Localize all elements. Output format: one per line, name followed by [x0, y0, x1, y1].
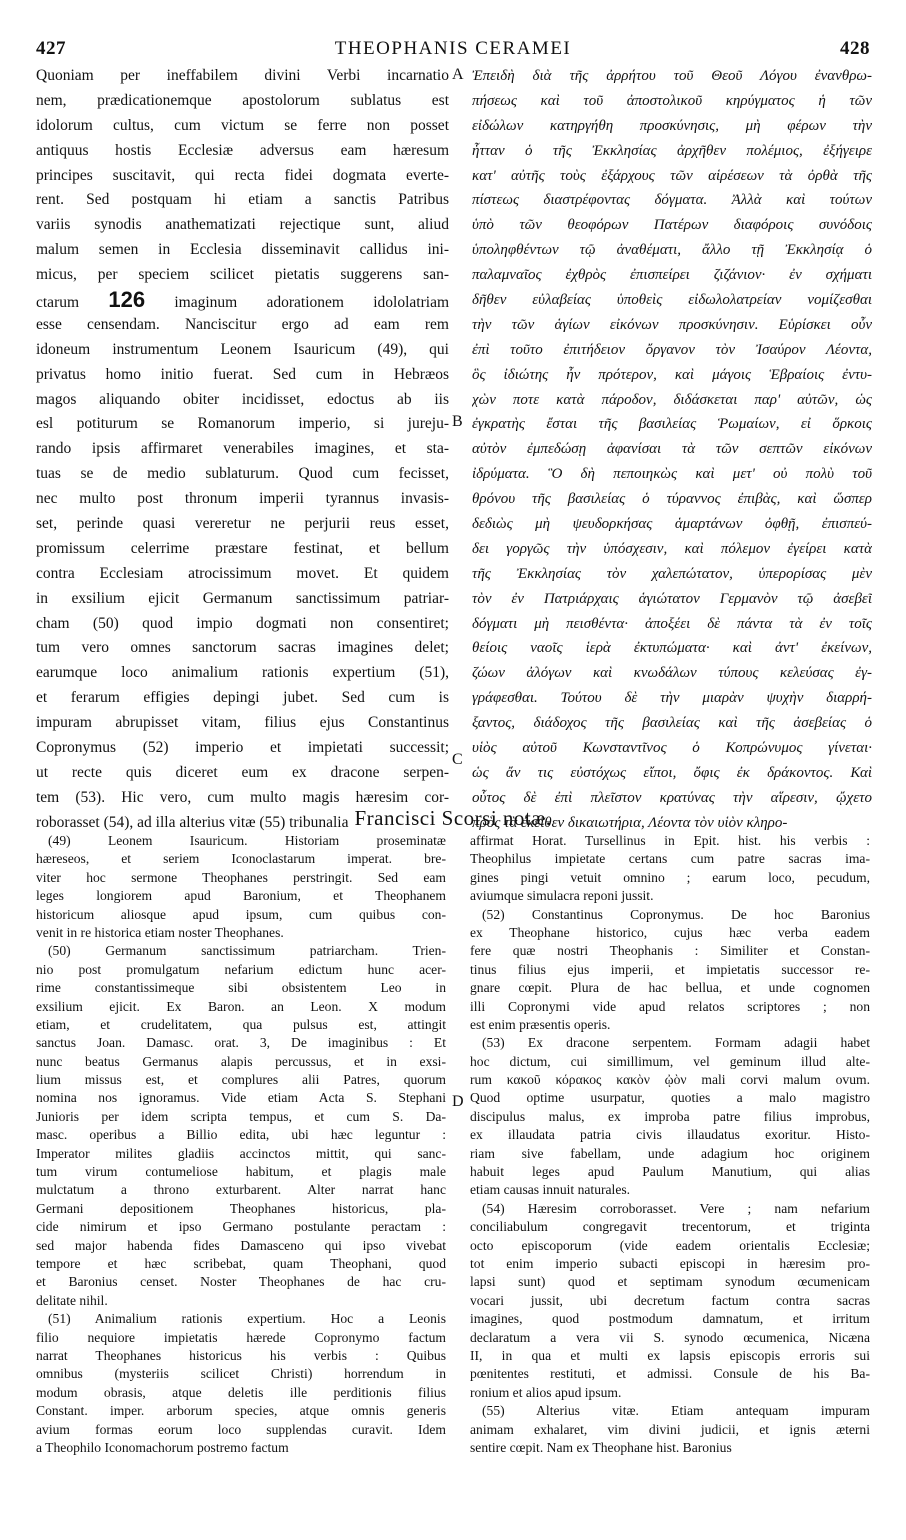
note-line: imagines, quod postmodum damnatum, et irritum: [470, 1311, 870, 1327]
note-line: lium missus est, et complures alii Patres, quorum: [36, 1072, 446, 1088]
note-line: viter hoc sermone Theophanes perstringit. Sed eam: [36, 869, 446, 885]
note-line: (53) Ex dracone serpentem. Formam adagii habet: [482, 1035, 870, 1051]
note-line: Quod optime usurpatur, quoties a malo magistro: [470, 1090, 870, 1106]
note-line: (50) Germanum sanctissimum patriarcham. Trien-: [48, 943, 446, 959]
note-line: nomina nos ignoramus. Vide etiam Acta S. Stephani: [36, 1090, 446, 1106]
note-line: habuit leges apud Paulum Manutium, qui alias: [470, 1164, 870, 1180]
greek-line: οὗτος δὲ ἐπὶ πλεῖστον κρατύνας τὴν αἵρεσιν, ᾤχετο: [472, 789, 872, 806]
note-line: vocari jussit, ubi decretum factum contra sacras: [470, 1292, 870, 1308]
note-line: conciliabulum congregavit trecentorum, et triginta: [470, 1219, 870, 1235]
note-line: Theophilus impietate certans cum patre sacras ima-: [470, 851, 870, 867]
note-line: (52) Constantinus Copronymus. De hoc Baronius: [482, 906, 870, 922]
greek-line: πίστεως διαστρέφοντας δόγματα. Ἀλλὰ καὶ τούτων: [472, 192, 872, 209]
column-number: 126: [108, 288, 146, 313]
greek-line: τὴν τῶν ἁγίων εἰκόνων προσκύνησιν. Εὑρίσκει οὖν: [472, 316, 872, 333]
latin-line: earumque loco animalium rationis expertium (51),: [36, 664, 449, 682]
latin-line: variis synodis anathematizati rejectique sunt, aliud: [36, 216, 449, 234]
note-line: II, in qua et multi ex lapsis episcopis erroris sui: [470, 1347, 870, 1363]
note-line: Germani depositionem Theophanes historicus, pla-: [36, 1200, 446, 1216]
greek-line: θρόνου τῆς βασιλείας ὁ τύραννος ἐπιβὰς, καὶ ὥσπερ: [472, 491, 872, 508]
note-line: etiam, et crudelitatem, qua pulsus est, attingit: [36, 1016, 446, 1032]
greek-line: κατ' αὐτῆς τοὺς ἐξάρχους τῶν αἱρέσεων τὰ ὀρθὰ τῆς: [472, 167, 872, 184]
latin-line-pre: ctarum: [36, 294, 80, 312]
greek-line: ἐγκρατὴς ἔσται τῆς βασιλείας Ῥωμαίων, εἰ ὅρκοις: [472, 416, 872, 433]
latin-line-with-column-number: [36, 288, 449, 313]
note-line: Constant. imper. arborum species, atque omnis generis: [36, 1403, 446, 1419]
note-line: (54) Hæresim corroborasset. Vere ; nam nefarium: [482, 1200, 870, 1216]
note-line: nio post promulgatum nefarium edictum hunc acer-: [36, 961, 446, 977]
note-line: omnibus (mysteriis scilicet Christi) horrendum in: [36, 1366, 446, 1382]
latin-line: malum semen in Ecclesia disseminavit callidus ini-: [36, 241, 449, 259]
latin-line: nec multo post thronum imperii tyrannus invasis-: [36, 490, 449, 508]
latin-line: micus, per speciem scilicet pietatis suggerens san-: [36, 266, 449, 284]
margin-marker-b: B: [452, 413, 463, 430]
latin-line: principes suscitavit, qui recta fidei dogmata everte-: [36, 166, 449, 184]
latin-line: tum vero omnes sanctorum sacras imagines delet;: [36, 639, 449, 657]
note-line: octo episcoporum (vide eadem orientalis Ecclesiæ;: [470, 1237, 870, 1253]
note-line: et Baronius censet. Noster Theophanes de hac cru-: [36, 1274, 446, 1290]
note-line: (55) Alterius vitæ. Etiam antequam impuram: [482, 1403, 870, 1419]
greek-line: ἐπὶ τοῦτο ἐπιτήδειον ὄργανον τὸν Ἰσαύρον Λέοντα,: [472, 341, 872, 358]
note-line: Junioris per idem scripta tempus, et cum S. Da-: [36, 1108, 446, 1124]
greek-line: δόγματι μὴ πεισθέντα· ἀποξέει δὲ πάντα τὰ ἐν τοῖς: [472, 615, 872, 632]
greek-line: πήσεως καὶ τοῦ ἀποστολικοῦ κηρύγματος ἡ τῶν: [472, 92, 872, 109]
note-line: declaratum a vera vii S. synodo œcumenica, Nicæna: [470, 1329, 870, 1345]
latin-line: promissum celerrime præstare festinat, et bellum: [36, 539, 449, 557]
note-line: ronium et alios apud ipsum.: [470, 1384, 622, 1400]
latin-line: antiquus hostis Ecclesiæ adversus eam hæresum: [36, 141, 449, 159]
latin-line-post: imaginum adorationem idololatriam: [174, 294, 449, 312]
note-line: historicum aliosque apud ipsum, cum quibus con-: [36, 906, 446, 922]
latin-line: et ferarum effigies depingi jubet. Sed cum is: [36, 689, 449, 707]
greek-line: ζώων ἀλόγων καὶ κνωδάλων τύπους κελεύσας ἐγ-: [472, 665, 872, 682]
note-line: cide nimirum et ipso Germano postulante peractam :: [36, 1219, 446, 1235]
greek-line: ὃς ἰδιώτης ἦν πρότερον, καὶ μάγοις Ἑβραίοις ἐντυ-: [472, 366, 872, 383]
greek-line: αὐτὸν ἐμπεδώσῃ ἀφανίσαι τὰ τῶν σεπτῶν εἰκόνων: [472, 441, 872, 458]
latin-line: Copronymus (52) imperio et impietati successit;: [36, 739, 449, 757]
greek-line: ξαντος, διάδοχος τῆς βασιλείας καὶ τῆς ἀσεβείας ὁ: [472, 715, 872, 732]
greek-line: παλαμναῖος ἐχθρὸς ἐπισπείρει ζιζάνιον· ἐν σχήματι: [472, 267, 872, 284]
margin-marker-c: C: [452, 751, 463, 768]
note-line: gnare cœpit. Plura de hac bellua, et unde cognomen: [470, 980, 870, 996]
note-line: hæreseos, et seriem Iconoclastarum imperat. bre-: [36, 851, 446, 867]
greek-line: θείοις ναοῖς ἱερὰ ἐκτυπώματα· καὶ ἀντ' ἐκείνων,: [472, 640, 872, 657]
greek-text-column: [472, 64, 872, 836]
latin-line: rent. Sed postquam hi etiam a sanctis Patribus: [36, 191, 449, 209]
notes-right-column: [470, 832, 870, 1457]
notes-left-column: [36, 832, 446, 1457]
running-title: THEOPHANIS CERAMEI: [334, 38, 572, 59]
latin-line: cham (50) quod impio dogmati non consentiret;: [36, 614, 449, 632]
margin-marker-d: D: [452, 1093, 464, 1110]
note-line: (49) Leonem Isauricum. Historiam proseminatæ: [48, 833, 446, 848]
note-line: mulctatum a throno exturbarent. Alter narrat hanc: [36, 1182, 446, 1198]
note-line: Imperator milites gladiis accinctos mittit, qui sanc-: [36, 1145, 446, 1161]
latin-line: nem, prædicationemque apostolorum sublatus est: [36, 91, 449, 109]
note-line: avium formas eorum loco supplendas curavit. Idem: [36, 1421, 446, 1437]
note-line: modum obrasis, atque deletis ille perditionis filius: [36, 1384, 446, 1400]
greek-line: Ἐπειδὴ διὰ τῆς ἀρρήτου τοῦ Θεοῦ Λόγου ἐνανθρω-: [472, 68, 872, 84]
greek-line: χὼν ποτε κατὰ πάροδον, διδάσκεται παρ' αὐτῶν, ὡς: [472, 391, 872, 408]
note-line: tinus filius ejus imperii, et impietatis successor re-: [470, 961, 870, 977]
note-line: a Theophilo Iconomachorum postremo factum: [36, 1439, 289, 1455]
note-line: leges longiorem apud Baronium, et Theophanem: [36, 888, 446, 904]
latin-line: Quoniam per ineffabilem divini Verbi incarnatio: [36, 67, 449, 84]
greek-line: υἱὸς αὐτοῦ Κωνσταντῖνος ὁ Κοπρώνυμος γίνεται·: [472, 740, 872, 757]
latin-line: magos aliquando obiter incidisset, edoctus ab iis: [36, 390, 449, 408]
greek-line: τῆς Ἐκκλησίας τὸν χαλεπώτατον, ὑπερορίσας μὲν: [472, 565, 872, 582]
latin-line: impuram abrupisset vitam, filius ejus Constantinus: [36, 714, 449, 732]
greek-line: δῆθεν εὐλαβείας ὑποθεὶς εἰδωλολατρείαν νομίζεσθαι: [472, 292, 872, 309]
notes-heading: Francisci Scorsi notæ.: [354, 806, 552, 830]
greek-line: γράφεσθαι. Τούτου δὲ τὴν μιαρὰν ψυχὴν διαρρή-: [472, 690, 872, 707]
page-number-right: 428: [840, 38, 870, 59]
note-line: ex Theophane historico, cujus hæc verba eadem: [470, 924, 870, 940]
latin-line: tuas se de medio sublaturum. Quod cum fecisset,: [36, 465, 449, 483]
latin-line: idolorum cultus, cum victum se ferre non posset: [36, 116, 449, 134]
note-line: gines pingi vetuit omnino ; earum loco, pecudum,: [470, 869, 870, 885]
note-line: etiam causas innuit naturales.: [470, 1182, 631, 1198]
note-line: fere quæ nostri Theophanis : Similiter et Constan-: [470, 943, 870, 959]
note-line: delitate nihil.: [36, 1292, 108, 1308]
note-line: riam sive fabellam, unde adagium hoc originem: [470, 1145, 870, 1161]
note-line: (51) Animalium rationis expertium. Hoc a Leonis: [48, 1311, 446, 1327]
greek-line: ἧτταν ὁ τῆς Ἐκκλησίας ἀρχῆθεν πολέμιος, ἐξήγειρε: [472, 142, 872, 159]
latin-line: contra Ecclesiam atrocissimum movet. Et quidem: [36, 564, 449, 582]
note-line: exsilium ejicit. Ex Baron. an Leon. X modum: [36, 998, 446, 1014]
note-line: rum κακοῦ κόρακος κακὸν ᾠὸν mali corvi malum ovum.: [470, 1072, 870, 1088]
greek-line: εἰδώλων κατηργήθη προσκύνησις, μὴ φέρων τὴν: [472, 117, 872, 134]
latin-line: idoneum instrumentum Leonem Isauricum (49), qui: [36, 340, 449, 358]
latin-line: esse censendam. Nanciscitur ergo ad eam rem: [36, 315, 449, 333]
note-line: narrat Theophanes historicus his verbis : Quibus: [36, 1347, 446, 1363]
note-line: illi Copronymi vide apud relatos scriptores ; non: [470, 998, 870, 1014]
greek-line: δεδιὼς μὴ ψευδορκήσας ἁμαρτάνων ὀφθῇ, ἐπισπεύ-: [472, 516, 872, 533]
latin-line: roborasset (54), ad illa alterius vitæ (55) tribunalia: [36, 813, 349, 831]
latin-line: privatus homo initio fuerat. Sed cum in Hebræos: [36, 365, 449, 383]
latin-line: ut recte quis diceret eum ex dracone serpen-: [36, 763, 449, 781]
latin-text-column: [36, 64, 449, 836]
note-line: masc. operibus a Billio edita, ubi hæc leguntur :: [36, 1127, 446, 1143]
greek-line: ἰδρύματα. Ὃ δὴ πεποιηκὼς καὶ μετ' οὐ πολὺ τοῦ: [472, 466, 872, 483]
note-line: rime constantissimeque sibi obsistentem Leo in: [36, 980, 446, 996]
note-line: tum virum contumeliose habitum, et plagis male: [36, 1164, 446, 1180]
greek-line: τὸν ἐν Πατριάρχαις ἁγιώτατον Γερμανὸν τῷ ἀσεβεῖ: [472, 590, 872, 607]
running-header: [36, 38, 870, 62]
note-line: est enim præsentis operis.: [470, 1016, 611, 1032]
margin-marker-a: A: [452, 66, 464, 83]
note-line: venit in re historica etiam noster Theophanes.: [36, 924, 284, 940]
note-line: discipulus malus, ex improba patre filius improbus,: [470, 1108, 870, 1124]
latin-line: esl potiturum se Romanorum imperio, si jureju-: [36, 415, 449, 433]
note-line: sanctus Joan. Damasc. orat. 3, De imaginibus : Et: [36, 1035, 446, 1051]
note-line: affirmat Horat. Tursellinus in Epit. hist. his verbis :: [470, 833, 870, 848]
note-line: tot enim imperio subacti episcopi in hæresim pro-: [470, 1255, 870, 1271]
note-line: filio nequiore impietatis hærede Copronymo factum: [36, 1329, 446, 1345]
greek-line: ὡς ἄν τις εὐστόχως εἴποι, ὄφις ἐκ δράκοντος. Καὶ: [472, 764, 872, 781]
latin-line: tem (53). Hic vero, cum multo magis hæresim cor-: [36, 788, 449, 806]
latin-line: rando ipsis affirmaret venerabiles imagines, et sta-: [36, 440, 449, 458]
greek-line: ὑποληφθέντων τῷ ἀναθέματι, ἄλλο τῇ Ἐκκλησίᾳ ὁ: [472, 242, 872, 259]
greek-line: ὑπὸ τῶν θεοφόρων Πατέρων διαφόροις συνόδοις: [472, 217, 872, 234]
greek-line: πρὸς τὰ ἐκεῖθεν δικαιωτήρια, Λέοντα τὸν υἱὸν κληρο-: [472, 814, 788, 831]
note-line: aviumque simulacra reponi jussit.: [470, 888, 654, 904]
page-number-left: 427: [36, 38, 66, 59]
note-line: ex illaudata patria civis illaudatus exoritur. Histo-: [470, 1127, 870, 1143]
note-line: tempore et hæc scribebat, quam Theophani, quod: [36, 1255, 446, 1271]
note-line: sentire cœpit. Nam ex Theophane hist. Baronius: [470, 1439, 732, 1455]
greek-line: δει γοργῶς τὴν ὑπόσχεσιν, καὶ πόλεμον ἐγείρει κατὰ: [472, 540, 872, 557]
note-line: nunc beatus Germanus alapis percussus, et in exsi-: [36, 1053, 446, 1069]
note-line: sed major habenda fides Damasceno qui ipso vivebat: [36, 1237, 446, 1253]
latin-line: in exsilium ejicit Germanum sanctissimum patriar-: [36, 589, 449, 607]
latin-line: set, perinde quasi vereretur ne perjurii reus esset,: [36, 515, 449, 533]
note-line: animam exhalaret, vim divini judicii, et ignis æterni: [470, 1421, 870, 1437]
note-line: pœnitentes restituti, et admissi. Consule de his Ba-: [470, 1366, 870, 1382]
note-line: hoc dictum, cui simillimum, vel geminum illud alte-: [470, 1053, 870, 1069]
note-line: lapsi sunt) quod et septimam synodum œcumenicam: [470, 1274, 870, 1290]
